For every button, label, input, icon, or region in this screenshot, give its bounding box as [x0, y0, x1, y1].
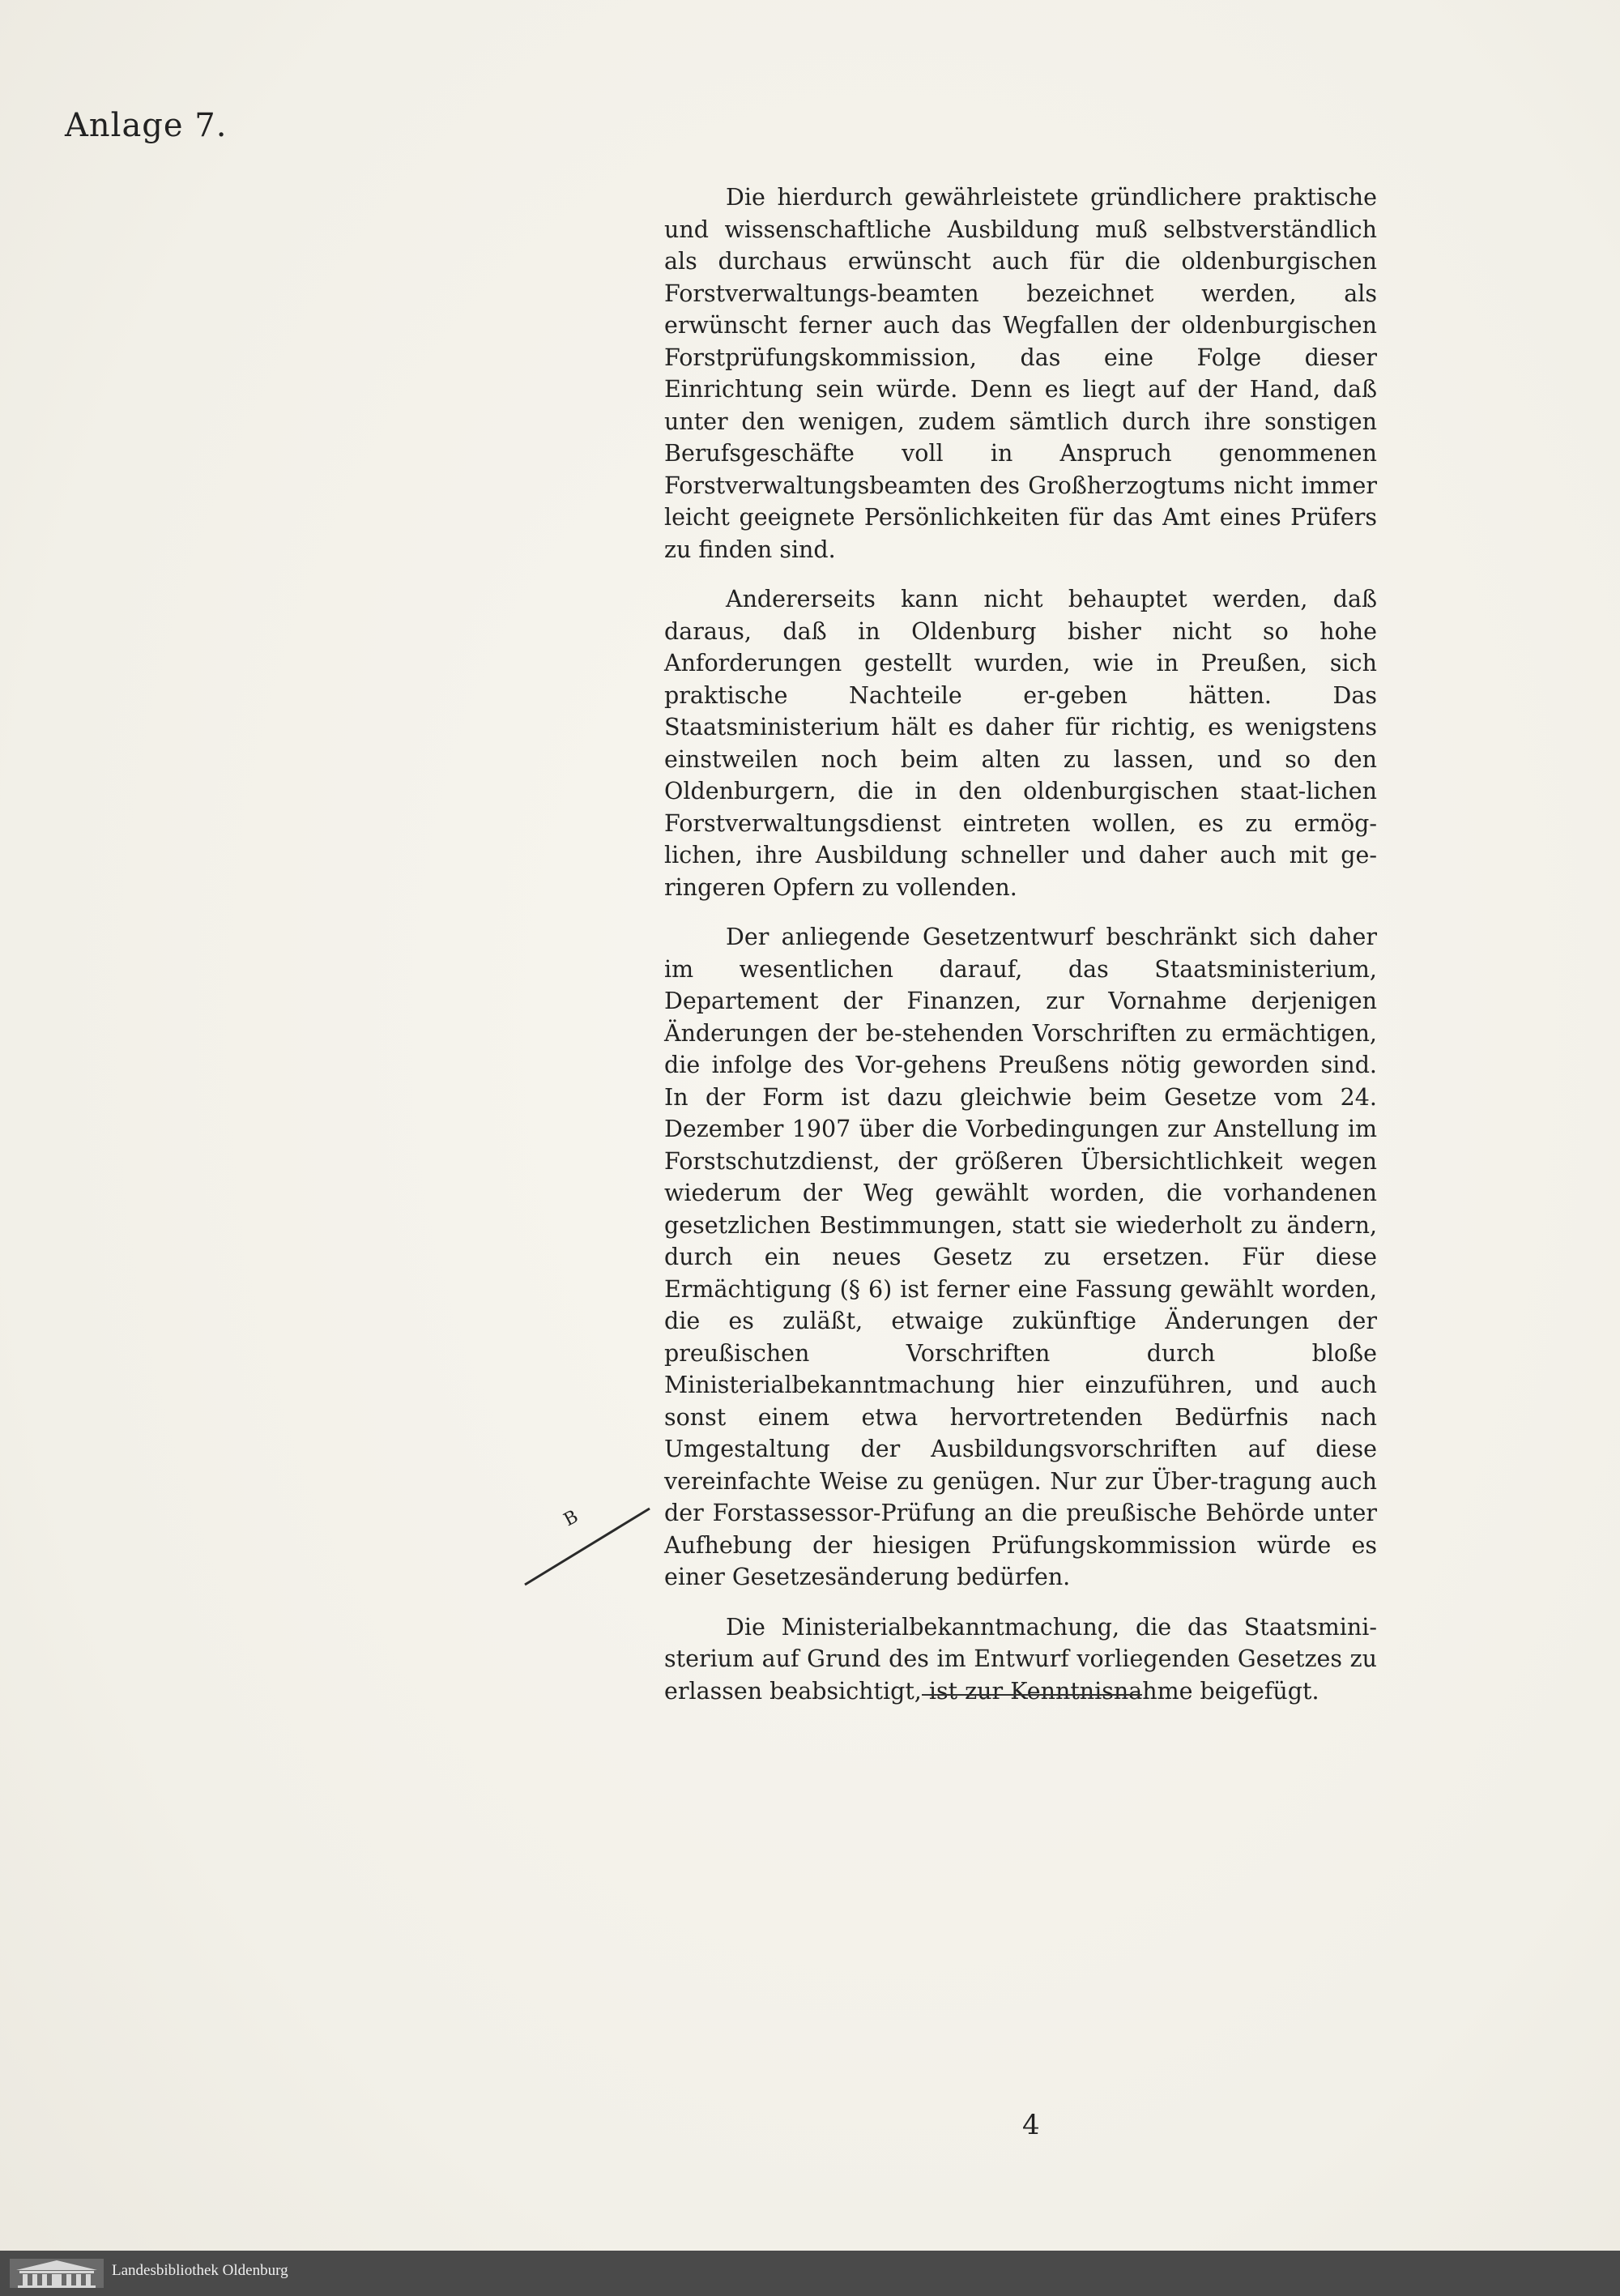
margin-note-letter: B — [561, 1506, 582, 1531]
page-heading: Anlage 7. — [65, 107, 228, 144]
paragraph-3: Der anliegende Gesetzentwurf beschränkt sich daher im wesentlichen darauf, das Staatsministerium, Departement der Finanzen, zur Vornahme derjenigen Änderungen der be-stehenden Vorschriften zu ermächtigen, die infolge des Vor-gehens Preußens nötig geworden sind. In der Form ist dazu gleichwie beim Gesetze vom 24. Dezember 1907 über die Vorbedingungen zur Anstellung im Forstschutzdienst, der größeren Übersichtlichkeit wegen wiederum der Weg gewählt worden, die vorhandenen gesetzlichen Bestimmungen, statt sie wiederholt zu ändern, durch ein neues Gesetz zu ersetzen. Für diese Ermächtigung (§ 6) ist ferner eine Fassung gewählt worden, die es zuläßt, etwaige zukünftige Änderungen der preußischen Vorschriften durch bloße Ministerialbekanntmachung hier einzuführen, und auch sonst einem etwa hervortretenden Bedürfnis nach Umgestaltung der Ausbildungsvorschriften auf diese vereinfachte Weise zu genügen. Nur zur Über-tragung auch der Forstassessor-Prüfung an die preußische Behörde unter Aufhebung der hiesigen Prüfungskommission würde es einer Gesetzesänderung bedürfen. — [664, 924, 1377, 1590]
page-number: 4 — [1022, 2109, 1040, 2141]
margin-pointer-line — [518, 1499, 656, 1588]
library-footer-bar — [0, 2251, 1620, 2296]
library-name: Landesbibliothek Oldenburg — [112, 2262, 288, 2279]
paragraph-4: Die Ministerialbekanntmachung, die das Staatsmini-sterium auf Grund des im Entwurf vorliegenden Gesetzes zu erlassen beabsichtigt, ist zur Kenntnisnahme beigefügt. — [664, 1613, 1377, 1705]
paragraph-2: Andererseits kann nicht behauptet werden, daß daraus, daß in Oldenburg bisher nicht so hohe Anforderungen gestellt wurden, wie in Preußen, sich praktische Nachteile er-geben hätten. Das Staatsministerium hält es daher für richtig, es wenigstens einstweilen noch beim alten zu lassen, und so den Oldenburgern, die in den oldenburgischen staat-lichen Forstverwaltungsdienst eintreten wollen, es zu ermög-lichen, ihre Ausbildung schneller und daher auch mit ge-ringeren Opfern zu vollenden. — [664, 586, 1377, 901]
library-building-icon — [8, 2257, 105, 2290]
body-text — [664, 181, 1377, 1725]
section-divider — [922, 1694, 1142, 1696]
paragraph-1: Die hierdurch gewährleistete gründlichere praktische und wissenschaftliche Ausbildung muß selbstverständlich als durchaus erwünscht auch für die oldenburgischen Forstverwaltungs-beamten bezeichnet werden, als erwünscht ferner auch das Wegfallen der oldenburgischen Forstprüfungskommission, das eine Folge dieser Einrichtung sein würde. Denn es liegt auf der Hand, daß unter den wenigen, zudem sämtlich durch ihre sonstigen Berufsgeschäfte voll in Anspruch genommenen Forstverwaltungsbeamten des Großherzogtums nicht immer leicht geeignete Persönlichkeiten für das Amt eines Prüfers zu finden sind. — [664, 184, 1377, 563]
pointer-stroke — [525, 1506, 650, 1585]
